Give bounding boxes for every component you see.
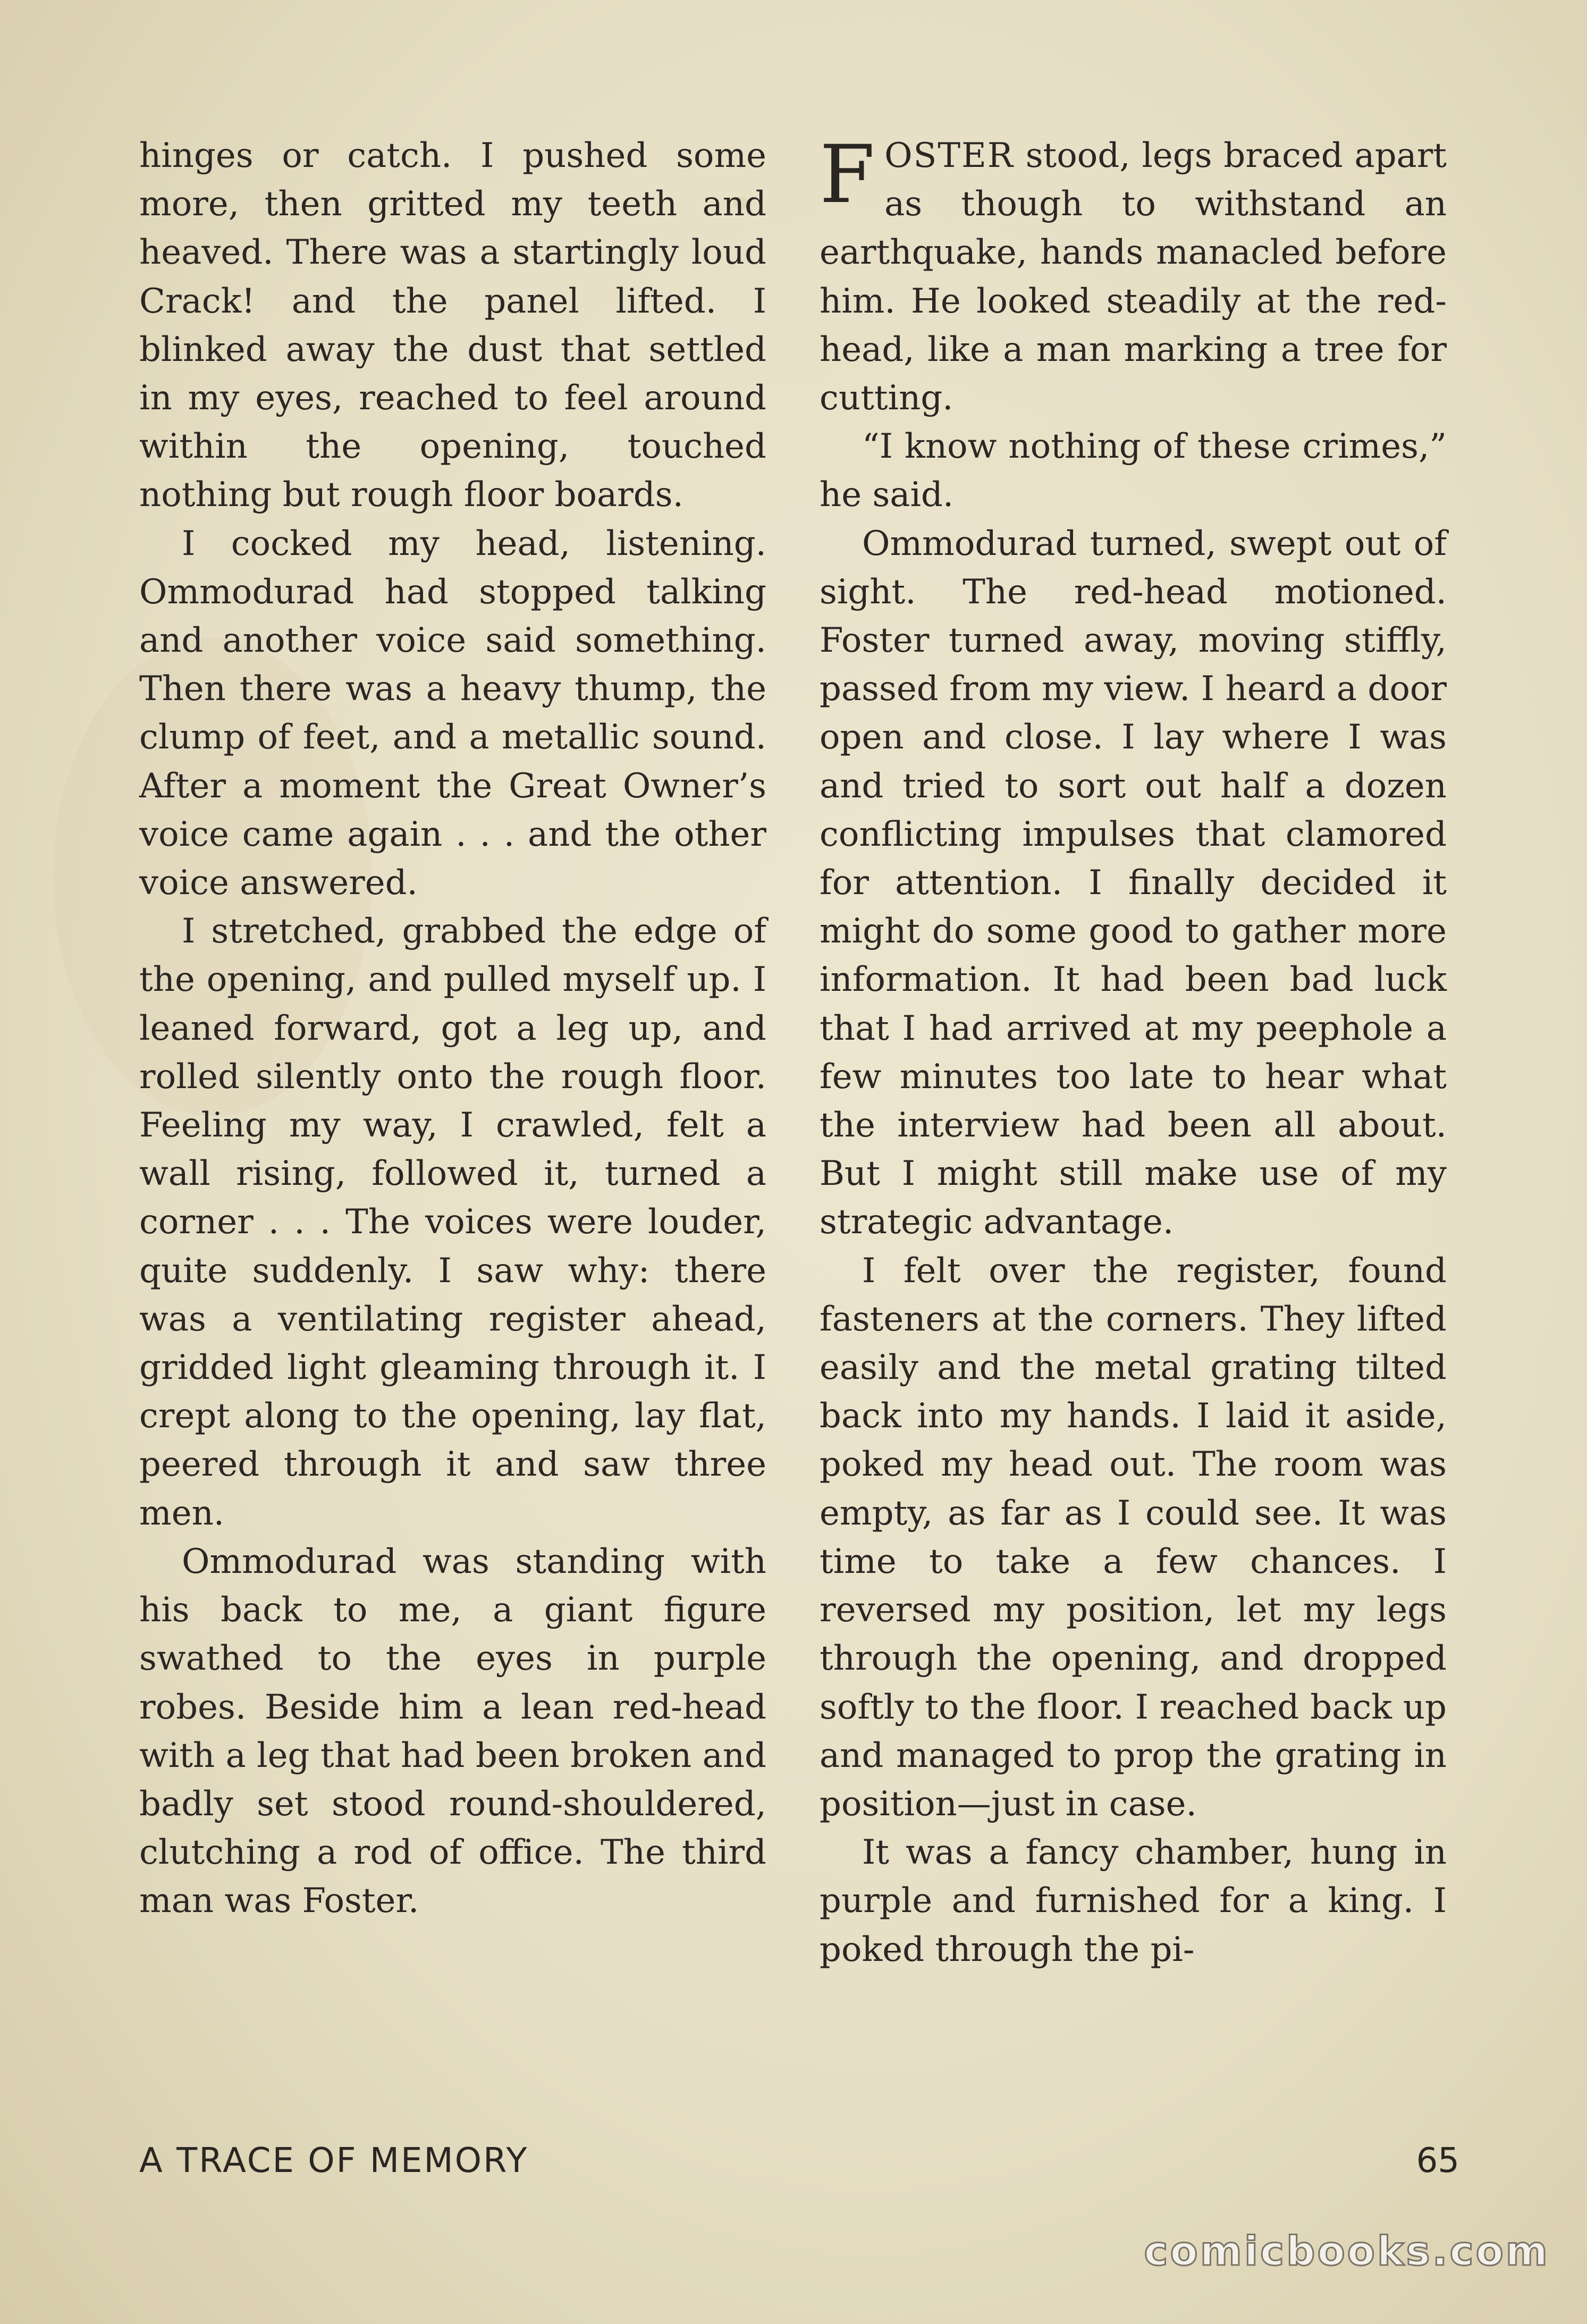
- paragraph: I stretched, grabbed the edge of the opening, and pulled myself up. I leaned forward, got a leg up, and rolled silently onto the rough floor. Feeling my way, I crawled, felt a wall rising, followed it, turned a corner . . . The voices were louder, quite suddenly. I saw why: there was a ventilating register ahead, gridded light gleaming through it. I crept along to the opening, lay flat, peered through it and saw three men.: [139, 912, 766, 1533]
- page-number: 65: [1416, 2141, 1459, 2180]
- watermark: comicbooks.com: [1144, 2227, 1550, 2275]
- opening-text: stood, legs braced apart as though to withstand an earthquake, hands manacled before him. He looked steadily at the red-head, like a man marking a tree for cutting.: [820, 136, 1447, 418]
- right-column: [820, 129, 1447, 1974]
- running-title: A TRACE OF MEMORY: [139, 2141, 529, 2180]
- drop-word: OSTER: [884, 136, 1014, 175]
- paragraph: I cocked my head, listening. Ommodurad had stopped talking and another voice said something. Then there was a heavy thump, the clump of feet, and a metallic sound. After a moment the Great Owner’s voice came again . . . and the other voice answered.: [139, 524, 766, 903]
- paragraph: I felt over the register, found fasteners at the corners. They lifted easily and the metal grating tilted back into my hands. I laid it aside, poked my head out. The room was empty, as far as I could see. It was time to take a few chances. I reversed my position, let my legs through the opening, and dropped softly to the floor. I reached back up and managed to prop the grating in position—just in case.: [820, 1251, 1447, 1824]
- drop-cap: F: [820, 129, 875, 221]
- paragraph: Ommodurad turned, swept out of sight. The red-head motioned. Foster turned away, moving stiffly, passed from my view. I heard a door open and close. I lay where I was and tried to sort out half a dozen conflicting impulses that clamored for attention. I finally decided it might do some good to gather more information. It had been bad luck that I had arrived at my peephole a few minutes too late to hear what the interview had been all about. But I might still make use of my strategic advantage.: [820, 524, 1447, 1242]
- paragraph: It was a fancy chamber, hung in purple and furnished for a king. I poked through the pi-: [820, 1833, 1447, 1969]
- paragraph: “I know nothing of these crimes,” he said.: [820, 427, 1447, 515]
- paragraph: hinges or catch. I pushed some more, then gritted my teeth and heaved. There was a startingly loud Crack! and the panel lifted. I blinked away the dust that settled in my eyes, reached to feel around within the opening, touched nothing but rough floor boards.: [139, 136, 766, 515]
- opening-paragraph: [820, 129, 1447, 423]
- paragraph: Ommodurad was standing with his back to me, a giant figure swathed to the eyes in purple robes. Beside him a lean red-head with a leg that had been broken and badly set stood round-shouldered, clutching a rod of office. The third man was Foster.: [139, 1542, 766, 1921]
- left-column: [139, 132, 766, 1926]
